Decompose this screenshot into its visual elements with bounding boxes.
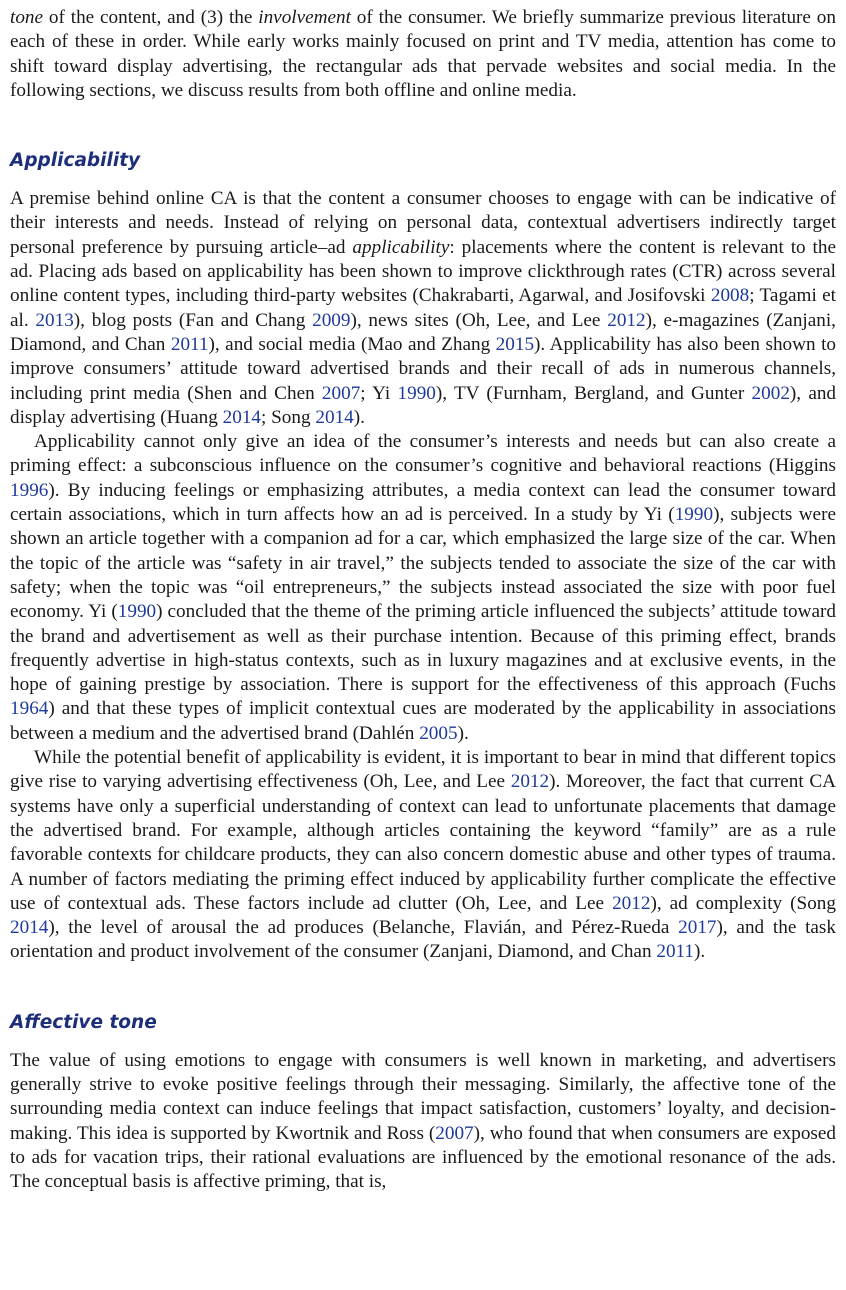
intro-emphasis-involvement: involvement: [258, 7, 351, 28]
citation-link[interactable]: 2017: [678, 917, 717, 939]
citation-link[interactable]: 2011: [170, 333, 209, 355]
citation-link[interactable]: 1990: [117, 601, 157, 623]
citation-link[interactable]: 2009: [312, 309, 351, 331]
citation-link[interactable]: 2005: [419, 722, 458, 744]
citation-link[interactable]: 2014: [315, 406, 354, 428]
citation-link[interactable]: 2008: [710, 285, 750, 307]
intro-emphasis-tone: tone: [10, 7, 44, 28]
section-heading-affective-tone: Affective tone: [10, 1011, 157, 1033]
citation-link[interactable]: 2012: [607, 309, 646, 331]
intro-text: of the consumer. We briefly summarize previous literature on each of these in order. While early works mainly focused on print and TV media, attention has come to shift toward display advertising, the rectangular ads that pervade websites and social media. In the following sections, we discuss results from both offline and online media.: [10, 7, 836, 101]
citation-link[interactable]: 2007: [321, 382, 361, 404]
intro-text: of the content, and (3) the: [43, 7, 259, 28]
citation-link[interactable]: 2014: [222, 406, 261, 428]
citation-link[interactable]: 2012: [510, 771, 550, 793]
citation-link[interactable]: 1964: [10, 698, 49, 720]
citation-link[interactable]: 1996: [10, 479, 49, 501]
citation-link[interactable]: 2007: [435, 1122, 474, 1144]
paragraph: A premise behind online CA is that the content a consumer chooses to engage with can be indicative of their interests and needs. Instead of relying on personal data, contextual advertisers indirectly target personal preference by pursuing article–ad applicability: placements where the content is relevant to the ad. Placing ads based on applicability has been shown to improve clickthrough rates (CTR) across several online content types, including third-party websites (Chakrabarti, Agarwal, and Josifovski 2008; Tagami et al. 2013), blog posts (Fan and Chang 2009), news sites (Oh, Lee, and Lee 2012), e-magazines (Zanjani, Diamond, and Chan 2011), and social media (Mao and Zhang 2015). Applicability has also been shown to improve consumers’ attitude toward advertised brands and their recall of ads in numerous channels, including print media (Shen and Chen 2007; Yi 1990), TV (Furnham, Bergland, and Gunter 2002), and display advertising (Huang 2014; Song 2014).: [10, 188, 837, 428]
citation-link[interactable]: 1990: [397, 382, 436, 404]
citation-link[interactable]: 2013: [35, 309, 74, 331]
article-page: [10, 6, 836, 1194]
citation-link[interactable]: 2012: [612, 892, 651, 914]
section-heading-applicability: Applicability: [10, 150, 141, 172]
citation-link[interactable]: 2014: [10, 917, 49, 939]
citation-link[interactable]: 1990: [674, 504, 714, 526]
citation-link[interactable]: 2002: [751, 382, 790, 404]
citation-link[interactable]: 2015: [495, 333, 535, 355]
citation-link[interactable]: 2011: [656, 941, 695, 963]
paragraph: The value of using emotions to engage with consumers is well known in marketing, and advertisers generally strive to evoke positive feelings through their messaging. Similarly, the affective tone of the surrounding media context can induce feelings that impact satisfaction, customers’ loyalty, and decision-making. This idea is supported by Kwortnik and Ross (2007), who found that when consumers are exposed to ads for vacation trips, their rational evaluations are influenced by the emotional resonance of the ads. The conceptual basis is affective priming, that is,: [10, 1049, 836, 1193]
emphasis: applicability: [352, 236, 450, 258]
paragraph: While the potential benefit of applicability is evident, it is important to bear in mind that different topics give rise to varying advertising effectiveness (Oh, Lee, and Lee 2012). Moreover, the fact that current CA systems have only a superficial understanding of context can lead to unfortunate placements that damage the advertised brand. For example, although articles containing the keyword “family” are as a rule favorable contexts for childcare products, they can also concern domestic abuse and other types of trauma. A number of factors mediating the priming effect induced by applicability further complicate the effective use of contextual ads. These factors include ad clutter (Oh, Lee, and Lee 2012), ad complexity (Song 2014), the level of arousal the ad produces (Belanche, Flavián, and Pérez-Rueda 2017), and the task orientation and product involvement of the consumer (Zanjani, Diamond, and Chan 2011).: [10, 747, 836, 963]
paragraph: Applicability cannot only give an idea of the consumer’s interests and needs but can also create a priming effect: a subconscious influence on the consumer’s cognitive and behavioral reactions (Higgins 1996). By inducing feelings or emphasizing attributes, a media context can lead the consumer toward certain associations, which in turn affects how an ad is perceived. In a study by Yi (1990), subjects were shown an article together with a companion ad for a car, which emphasized the large size of the car. When the topic of the article was “safety in air travel,” the subjects tended to associate the size of the car with safety; when the topic was “oil entrepreneurs,” the subjects instead associated the size with poor fuel economy. Yi (1990) concluded that the theme of the priming article influenced the subjects’ attitude toward the brand and advertisement as well as their purchase intention. Because of this priming effect, brands frequently advertise in high-status contexts, such as in luxury magazines and at exclusive events, in the hope of gaining prestige by association. There is support for the effectiveness of this approach (Fuchs 1964) and that these types of implicit contextual cues are moderated by the applicability in associations between a medium and the advertised brand (Dahlén 2005).: [10, 431, 836, 744]
intro-paragraph: [10, 6, 836, 103]
